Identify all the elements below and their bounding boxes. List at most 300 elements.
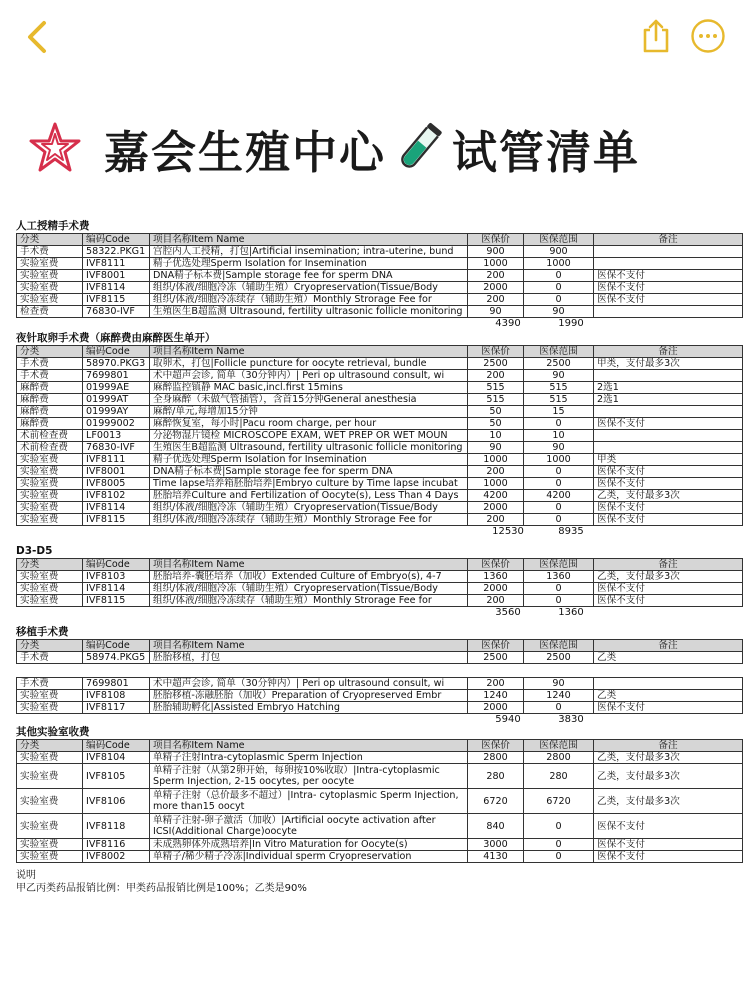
section-total-row xyxy=(16,607,742,619)
cell-remark: 2选1 xyxy=(594,382,743,394)
cell-insured-range: 0 xyxy=(524,851,594,863)
cell-insured-price: 200 xyxy=(468,370,524,382)
column-header-insured-range: 医保范围 xyxy=(524,740,594,752)
table-row xyxy=(17,246,743,258)
cell-code: LF0013 xyxy=(83,430,150,442)
cell-category: 实验室费 xyxy=(17,282,83,294)
cell-category: 实验室费 xyxy=(17,294,83,306)
cell-insured-price: 10 xyxy=(468,430,524,442)
column-header-item-name: 项目名称Item Name xyxy=(150,234,468,246)
cell-item-name: 单精子/稀少精子冷冻|Individual sperm Cryopreservation xyxy=(150,851,468,863)
cell-category: 实验室费 xyxy=(17,583,83,595)
table-row xyxy=(17,466,743,478)
cell-insured-price: 200 xyxy=(468,595,524,607)
table-row xyxy=(17,690,743,702)
cell-remark: 医保不支付 xyxy=(594,270,743,282)
table-row xyxy=(17,652,743,664)
cell-category: 实验室费 xyxy=(17,502,83,514)
cell-item-name: 组织/体液/细胞冷冻（辅助生殖）Cryopreservation(Tissue/Body xyxy=(150,502,468,514)
cell-item-name: 组织/体液/细胞冷冻（辅助生殖）Cryopreservation(Tissue/Body xyxy=(150,282,468,294)
cell-category: 手术费 xyxy=(17,652,83,664)
cell-insured-range: 2500 xyxy=(524,358,594,370)
cell-code: IVF8111 xyxy=(83,454,150,466)
table-row xyxy=(17,294,743,306)
section-title: 夜针取卵手术费（麻醉费由麻醉医生单开） xyxy=(16,332,216,344)
cell-code: 58974.PKG5 xyxy=(83,652,150,664)
total-spacer xyxy=(16,714,480,726)
column-header-insured-price: 医保价 xyxy=(468,559,524,571)
cell-insured-price: 200 xyxy=(468,270,524,282)
cell-insured-range: 1000 xyxy=(524,258,594,270)
fee-section xyxy=(16,545,742,619)
cell-insured-range: 0 xyxy=(524,478,594,490)
cell-insured-price: 4130 xyxy=(468,851,524,863)
cell-remark xyxy=(594,306,743,318)
cell-item-name: 胚胎培养Culture and Fertilization of Oocyte(s), Less Than 4 Days xyxy=(150,490,468,502)
cell-category: 麻醉费 xyxy=(17,394,83,406)
table-row xyxy=(17,478,743,490)
section-total-row xyxy=(16,318,742,330)
cell-insured-price: 1240 xyxy=(468,690,524,702)
cell-code: IVF8114 xyxy=(83,583,150,595)
cell-insured-price: 1000 xyxy=(468,454,524,466)
cell-insured-range: 2800 xyxy=(524,752,594,764)
cell-item-name: 组织/体液/细胞冷冻续存（辅助生殖）Monthly Strorage Fee for xyxy=(150,294,468,306)
fee-table xyxy=(16,233,743,318)
table-row xyxy=(17,571,743,583)
column-header-code: 编码Code xyxy=(83,346,150,358)
cell-category: 实验室费 xyxy=(17,839,83,851)
cell-item-name: 精子优选处理Sperm Isolation for Insemination xyxy=(150,258,468,270)
table-row xyxy=(17,430,743,442)
cell-item-name: 胚胎移植-冻融胚胎（加收）Preparation of Cryopreserved Embr xyxy=(150,690,468,702)
column-header-insured-range: 医保范围 xyxy=(524,346,594,358)
total-insured-range: 3830 xyxy=(558,714,584,725)
table-row xyxy=(17,764,743,789)
table-header-row xyxy=(17,234,743,246)
cell-item-name: 全身麻醉（未做气管插管），含首15分钟General anesthesia xyxy=(150,394,468,406)
cell-remark: 医保不支付 xyxy=(594,418,743,430)
cell-insured-range: 900 xyxy=(524,246,594,258)
cell-category: 实验室费 xyxy=(17,270,83,282)
cell-insured-range: 0 xyxy=(524,282,594,294)
fee-table xyxy=(16,345,743,526)
cell-insured-range: 90 xyxy=(524,370,594,382)
cell-category: 实验室费 xyxy=(17,454,83,466)
cell-item-name: 单精子注射（总价最多不超过）|Intra- cytoplasmic Sperm Injection, more than15 oocyt xyxy=(150,789,468,814)
cell-item-name: 生殖医生B超监测 Ultrasound, fertility ultrasonic follicle monitoring xyxy=(150,306,468,318)
cell-category: 实验室费 xyxy=(17,789,83,814)
cell-remark: 医保不支付 xyxy=(594,478,743,490)
table-row xyxy=(17,406,743,418)
cell-category: 实验室费 xyxy=(17,690,83,702)
fee-section xyxy=(16,220,742,330)
column-header-code: 编码Code xyxy=(83,740,150,752)
cell-remark: 医保不支付 xyxy=(594,294,743,306)
cell-remark: 医保不支付 xyxy=(594,466,743,478)
table-row xyxy=(17,270,743,282)
cell-insured-range: 15 xyxy=(524,406,594,418)
cell-insured-range: 280 xyxy=(524,764,594,789)
cell-code: IVF8001 xyxy=(83,466,150,478)
cell-code: IVF8114 xyxy=(83,502,150,514)
cell-category: 术前检查费 xyxy=(17,442,83,454)
section-title: 其他实验室收费 xyxy=(16,726,90,738)
table-row xyxy=(17,752,743,764)
cell-code: 01999002 xyxy=(83,418,150,430)
cell-code: IVF8106 xyxy=(83,789,150,814)
cell-remark xyxy=(594,258,743,270)
section-total-row xyxy=(16,714,742,726)
cell-category: 手术费 xyxy=(17,246,83,258)
cell-remark: 医保不支付 xyxy=(594,595,743,607)
cell-code: IVF8116 xyxy=(83,839,150,851)
total-spacer xyxy=(16,318,480,330)
cell-category: 麻醉费 xyxy=(17,382,83,394)
cell-insured-price: 6720 xyxy=(468,789,524,814)
cell-category: 实验室费 xyxy=(17,752,83,764)
cell-code: IVF8108 xyxy=(83,690,150,702)
cell-category: 实验室费 xyxy=(17,595,83,607)
table-row xyxy=(17,394,743,406)
cell-remark: 乙类，支付最多3次 xyxy=(594,789,743,814)
cell-remark: 乙类，支付最多3次 xyxy=(594,752,743,764)
headline-right: 试管清单 xyxy=(452,125,641,179)
column-header-remark: 备注 xyxy=(594,640,743,652)
cell-remark: 医保不支付 xyxy=(594,702,743,714)
table-row xyxy=(17,702,743,714)
column-header-remark: 备注 xyxy=(594,740,743,752)
cell-category: 实验室费 xyxy=(17,571,83,583)
cell-item-name: 未成熟卵体外成熟培养|In Vitro Maturation for Oocyte(s) xyxy=(150,839,468,851)
cell-item-name: 组织/体液/细胞冷冻续存（辅助生殖）Monthly Strorage Fee for xyxy=(150,514,468,526)
cell-insured-range: 90 xyxy=(524,306,594,318)
cell-category: 手术费 xyxy=(17,678,83,690)
cell-insured-price: 50 xyxy=(468,406,524,418)
fee-section xyxy=(16,332,742,538)
cell-category: 实验室费 xyxy=(17,490,83,502)
cell-code: IVF8001 xyxy=(83,270,150,282)
cell-item-name: 单精子注射（从第2卵开始，每卵按10%收取）|Intra-cytoplasmic Sperm Injection, 2-15 oocytes, per oocyte xyxy=(150,764,468,789)
cell-insured-price: 90 xyxy=(468,306,524,318)
spacer xyxy=(16,664,742,671)
cell-insured-range: 0 xyxy=(524,583,594,595)
column-header-insured-range: 医保范围 xyxy=(524,234,594,246)
notes xyxy=(16,869,742,895)
total-insured-price: 4390 xyxy=(495,318,521,329)
table-row xyxy=(17,502,743,514)
headline-left: 嘉会生殖中心 xyxy=(104,125,387,179)
cell-category: 术前检查费 xyxy=(17,430,83,442)
cell-code: IVF8115 xyxy=(83,294,150,306)
cell-category: 实验室费 xyxy=(17,851,83,863)
cell-category: 实验室费 xyxy=(17,702,83,714)
cell-remark: 乙类，支付最多3次 xyxy=(594,571,743,583)
total-insured-price: 5940 xyxy=(495,714,521,725)
cell-insured-price: 515 xyxy=(468,382,524,394)
cell-insured-range: 4200 xyxy=(524,490,594,502)
table-row xyxy=(17,595,743,607)
cell-insured-range: 0 xyxy=(524,418,594,430)
top-nav-bar xyxy=(0,0,750,70)
cell-category: 手术费 xyxy=(17,358,83,370)
cell-remark xyxy=(594,442,743,454)
cell-code: 58322.PKG1 xyxy=(83,246,150,258)
cell-insured-price: 2800 xyxy=(468,752,524,764)
cell-code: 01999AY xyxy=(83,406,150,418)
cell-item-name: 组织/体液/细胞冷冻（辅助生殖）Cryopreservation(Tissue/Body xyxy=(150,583,468,595)
cell-insured-range: 1000 xyxy=(524,454,594,466)
cell-insured-range: 0 xyxy=(524,702,594,714)
column-header-remark: 备注 xyxy=(594,234,743,246)
total-spacer xyxy=(16,607,480,619)
table-header-row xyxy=(17,346,743,358)
cell-item-name: 单精子注射-卵子激活（加收）|Artificial oocyte activation after ICSI(Additional Charge)oocyte xyxy=(150,814,468,839)
table-row xyxy=(17,442,743,454)
cell-item-name: 精子优选处理Sperm Isolation for Insemination xyxy=(150,454,468,466)
chevron-left-icon[interactable] xyxy=(22,20,52,54)
fee-section xyxy=(16,626,742,664)
cell-code: IVF8115 xyxy=(83,595,150,607)
cell-item-name: 胚胎培养-囊胚培养（加收）Extended Culture of Embryo(s), 4-7 xyxy=(150,571,468,583)
cell-item-name: 宫腔内人工授精，打包|Artificial insemination; intra-uterine, bund xyxy=(150,246,468,258)
column-header-insured-price: 医保价 xyxy=(468,640,524,652)
cell-category: 麻醉费 xyxy=(17,406,83,418)
column-header-category: 分类 xyxy=(17,740,83,752)
cell-remark: 乙类，支付最多3次 xyxy=(594,490,743,502)
fee-list-document xyxy=(16,220,742,895)
cell-remark: 2选1 xyxy=(594,394,743,406)
cell-remark xyxy=(594,370,743,382)
cell-code: 58970.PKG3 xyxy=(83,358,150,370)
table-row xyxy=(17,839,743,851)
headline xyxy=(28,118,640,178)
column-header-remark: 备注 xyxy=(594,346,743,358)
cell-remark xyxy=(594,430,743,442)
cell-insured-price: 2000 xyxy=(468,282,524,294)
cell-insured-range: 10 xyxy=(524,430,594,442)
cell-insured-price: 2500 xyxy=(468,358,524,370)
more-dots-icon[interactable] xyxy=(690,18,726,54)
table-header-row xyxy=(17,740,743,752)
cell-item-name: DNA精子标本费|Sample storage fee for sperm DNA xyxy=(150,466,468,478)
cell-category: 实验室费 xyxy=(17,258,83,270)
table-row xyxy=(17,678,743,690)
cell-insured-range: 6720 xyxy=(524,789,594,814)
cell-insured-range: 0 xyxy=(524,502,594,514)
column-header-remark: 备注 xyxy=(594,559,743,571)
star-icon xyxy=(28,121,82,175)
column-header-insured-range: 医保范围 xyxy=(524,640,594,652)
cell-insured-price: 1000 xyxy=(468,258,524,270)
cell-insured-price: 200 xyxy=(468,514,524,526)
cell-insured-range: 2500 xyxy=(524,652,594,664)
cell-remark: 甲类 xyxy=(594,454,743,466)
cell-remark: 医保不支付 xyxy=(594,583,743,595)
cell-insured-range: 0 xyxy=(524,466,594,478)
cell-insured-range: 90 xyxy=(524,442,594,454)
total-insured-price: 12530 xyxy=(492,526,524,537)
total-insured-range: 1360 xyxy=(558,607,584,618)
cell-category: 检查费 xyxy=(17,306,83,318)
cell-item-name: 麻醉/单元,每增加15分钟 xyxy=(150,406,468,418)
column-header-item-name: 项目名称Item Name xyxy=(150,559,468,571)
column-header-insured-price: 医保价 xyxy=(468,234,524,246)
cell-insured-price: 50 xyxy=(468,418,524,430)
table-header-row xyxy=(17,640,743,652)
table-row xyxy=(17,789,743,814)
cell-insured-price: 2000 xyxy=(468,702,524,714)
cell-remark xyxy=(594,246,743,258)
cell-insured-range: 0 xyxy=(524,294,594,306)
cell-insured-range: 0 xyxy=(524,270,594,282)
table-row xyxy=(17,814,743,839)
cell-remark: 医保不支付 xyxy=(594,502,743,514)
cell-insured-range: 90 xyxy=(524,678,594,690)
cell-insured-price: 515 xyxy=(468,394,524,406)
table-row xyxy=(17,490,743,502)
cell-category: 实验室费 xyxy=(17,466,83,478)
cell-item-name: Time lapse培养箱胚胎培养|Embryo culture by Time lapse incubat xyxy=(150,478,468,490)
cell-item-name: 术中超声会诊, 简单（30分钟内）| Peri op ultrasound consult, wi xyxy=(150,678,468,690)
table-row xyxy=(17,851,743,863)
cell-remark xyxy=(594,406,743,418)
column-header-insured-price: 医保价 xyxy=(468,346,524,358)
cell-code: IVF8002 xyxy=(83,851,150,863)
cell-remark: 乙类 xyxy=(594,652,743,664)
cell-code: IVF8104 xyxy=(83,752,150,764)
cell-item-name: 生殖医生B超监测 Ultrasound, fertility ultrasonic follicle monitoring xyxy=(150,442,468,454)
cell-code: 7699801 xyxy=(83,370,150,382)
cell-insured-price: 200 xyxy=(468,678,524,690)
total-insured-range: 8935 xyxy=(558,526,584,537)
cell-insured-price: 4200 xyxy=(468,490,524,502)
notes-title: 说明 xyxy=(16,870,36,881)
table-row xyxy=(17,370,743,382)
column-header-code: 编码Code xyxy=(83,234,150,246)
notes-text: 甲乙丙类药品报销比例：甲类药品报销比例是100%；乙类是90% xyxy=(16,883,307,894)
cell-code: 76830-IVF xyxy=(83,442,150,454)
column-header-insured-range: 医保范围 xyxy=(524,559,594,571)
cell-code: 7699801 xyxy=(83,678,150,690)
fee-table xyxy=(16,639,743,664)
cell-insured-range: 0 xyxy=(524,814,594,839)
cell-code: 01999AT xyxy=(83,394,150,406)
cell-item-name: 术中超声会诊, 简单（30分钟内）| Peri op ultrasound consult, wi xyxy=(150,370,468,382)
cell-code: IVF8111 xyxy=(83,258,150,270)
cell-item-name: 单精子注射Intra-cytoplasmic Sperm Injection xyxy=(150,752,468,764)
section-title: 移植手术费 xyxy=(16,626,69,638)
cell-insured-price: 1360 xyxy=(468,571,524,583)
cell-item-name: 胚胎移植，打包 xyxy=(150,652,468,664)
cell-insured-range: 1360 xyxy=(524,571,594,583)
cell-insured-price: 3000 xyxy=(468,839,524,851)
table-row xyxy=(17,382,743,394)
fee-table xyxy=(16,558,743,607)
transfer-extra-section xyxy=(16,677,742,726)
other-lab-fees-section xyxy=(16,726,742,863)
cell-item-name: 麻醉监控镇静 MAC basic,incl.first 15mins xyxy=(150,382,468,394)
cell-insured-range: 515 xyxy=(524,382,594,394)
cell-category: 实验室费 xyxy=(17,514,83,526)
section-total-row xyxy=(16,526,742,538)
cell-insured-price: 840 xyxy=(468,814,524,839)
column-header-category: 分类 xyxy=(17,234,83,246)
cell-category: 实验室费 xyxy=(17,478,83,490)
spacer xyxy=(16,538,742,545)
cell-code: 76830-IVF xyxy=(83,306,150,318)
cell-item-name: 分泌物湿片镜检 MICROSCOPE EXAM, WET PREP OR WET MOUN xyxy=(150,430,468,442)
cell-insured-range: 0 xyxy=(524,839,594,851)
table-row xyxy=(17,282,743,294)
cell-code: 01999AE xyxy=(83,382,150,394)
cell-insured-price: 2000 xyxy=(468,502,524,514)
fee-table xyxy=(16,739,743,863)
cell-remark: 甲类，支付最多3次 xyxy=(594,358,743,370)
cell-insured-range: 0 xyxy=(524,595,594,607)
cell-insured-range: 0 xyxy=(524,514,594,526)
cell-code: IVF8117 xyxy=(83,702,150,714)
cell-insured-price: 200 xyxy=(468,466,524,478)
cell-remark: 医保不支付 xyxy=(594,851,743,863)
column-header-insured-price: 医保价 xyxy=(468,740,524,752)
cell-item-name: 麻醉恢复室，每小时|Pacu room charge, per hour xyxy=(150,418,468,430)
cell-remark: 医保不支付 xyxy=(594,814,743,839)
table-row xyxy=(17,358,743,370)
cell-item-name: 组织/体液/细胞冷冻续存（辅助生殖）Monthly Strorage Fee for xyxy=(150,595,468,607)
cell-code: IVF8118 xyxy=(83,814,150,839)
cell-item-name: 取卵术，打包|Follicle puncture for oocyte retrieval, bundle xyxy=(150,358,468,370)
cell-code: IVF8114 xyxy=(83,282,150,294)
cell-code: IVF8103 xyxy=(83,571,150,583)
cell-remark: 医保不支付 xyxy=(594,839,743,851)
table-row xyxy=(17,306,743,318)
total-spacer xyxy=(16,526,480,538)
cell-insured-range: 515 xyxy=(524,394,594,406)
total-insured-price: 3560 xyxy=(495,607,521,618)
cell-item-name: DNA精子标本费|Sample storage fee for sperm DNA xyxy=(150,270,468,282)
table-row xyxy=(17,514,743,526)
share-icon[interactable] xyxy=(640,18,672,54)
cell-remark xyxy=(594,678,743,690)
cell-code: IVF8105 xyxy=(83,764,150,789)
column-header-code: 编码Code xyxy=(83,640,150,652)
cell-code: IVF8005 xyxy=(83,478,150,490)
spacer xyxy=(16,619,742,626)
cell-remark: 医保不支付 xyxy=(594,514,743,526)
cell-category: 实验室费 xyxy=(17,814,83,839)
cell-category: 麻醉费 xyxy=(17,418,83,430)
test-tube-icon xyxy=(390,119,448,177)
section-title: 人工授精手术费 xyxy=(16,220,90,232)
column-header-item-name: 项目名称Item Name xyxy=(150,640,468,652)
cell-insured-price: 1000 xyxy=(468,478,524,490)
section-title: D3-D5 xyxy=(16,545,53,557)
cell-category: 实验室费 xyxy=(17,764,83,789)
cell-remark: 乙类，支付最多3次 xyxy=(594,764,743,789)
table-header-row xyxy=(17,559,743,571)
cell-insured-price: 900 xyxy=(468,246,524,258)
column-header-category: 分类 xyxy=(17,559,83,571)
cell-insured-price: 2000 xyxy=(468,583,524,595)
fee-table xyxy=(16,677,743,714)
table-row xyxy=(17,258,743,270)
cell-insured-range: 1240 xyxy=(524,690,594,702)
column-header-code: 编码Code xyxy=(83,559,150,571)
cell-remark: 乙类 xyxy=(594,690,743,702)
table-row xyxy=(17,583,743,595)
cell-code: IVF8102 xyxy=(83,490,150,502)
